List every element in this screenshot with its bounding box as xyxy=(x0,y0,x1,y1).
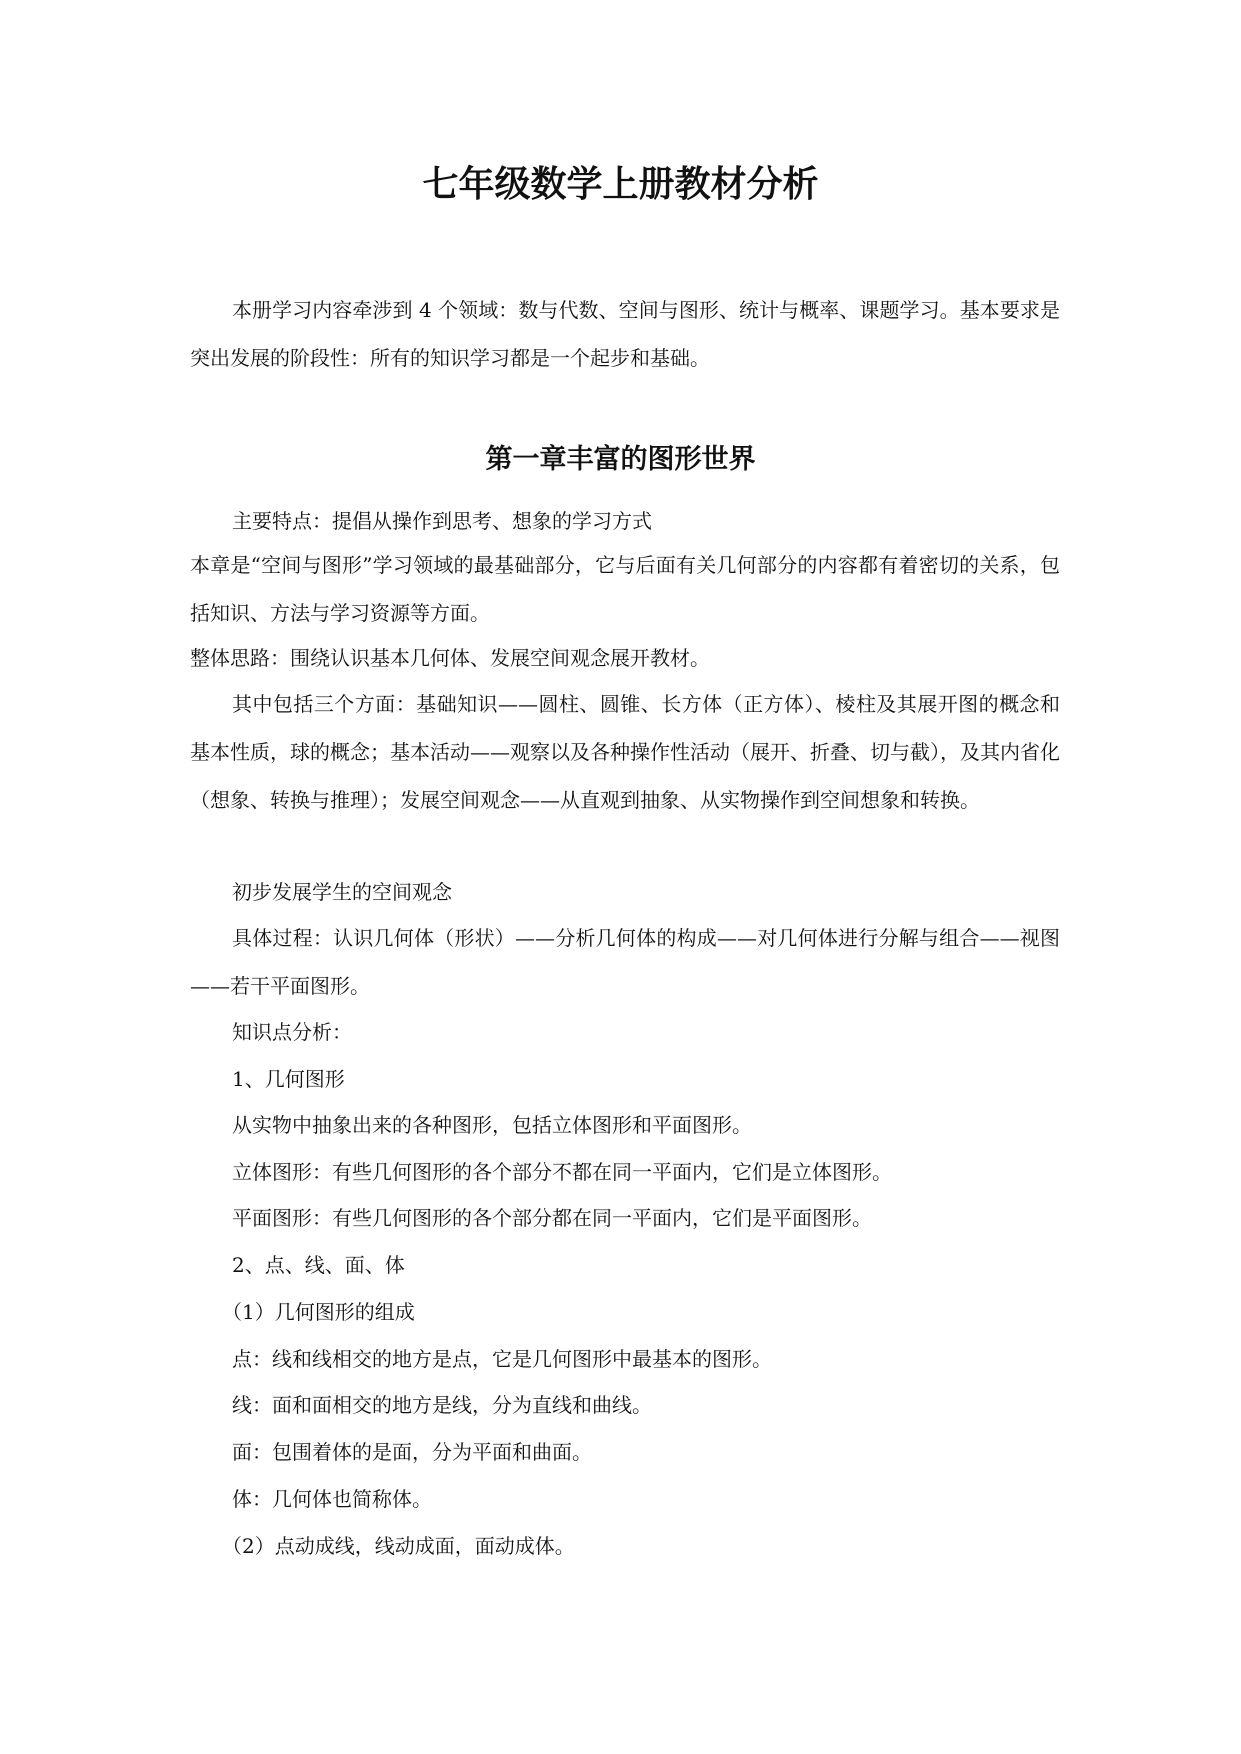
paragraph-three-aspects: 其中包括三个方面：基础知识——圆柱、圆锥、长方体（正方体）、棱柱及其展开图的概念和基本性质，球的概念；基本活动——观察以及各种操作性活动（展开、折叠、切与截），及其内省化（想象、转换与推理）；发展空间观念——从直观到抽象、从实物操作到空间想象和转换。 xyxy=(190,692,1060,812)
paragraph-point: 点：线和线相交的地方是点，它是几何图形中最基本的图形。 xyxy=(232,1347,772,1371)
paragraph-solid: 体：几何体也简称体。 xyxy=(232,1487,432,1511)
paragraph-spatial-concept: 初步发展学生的空间观念 xyxy=(232,880,452,904)
paragraph-knowledge-analysis: 知识点分析： xyxy=(232,1020,352,1044)
subsection-composition: （1）几何图形的组成 xyxy=(222,1300,415,1324)
subsection-motion: （2）点动成线，线动成面，面动成体。 xyxy=(222,1534,575,1558)
intro-paragraph: 本册学习内容牵涉到 4 个领域：数与代数、空间与图形、统计与概率、课题学习。基本要求是突出发展的阶段性：所有的知识学习都是一个起步和基础。 xyxy=(190,298,1060,370)
paragraph-main-feature: 主要特点：提倡从操作到思考、想象的学习方式 xyxy=(232,509,652,533)
paragraph-process: 具体过程：认识几何体（形状）——分析几何体的构成——对几何体进行分解与组合——视图——若干平面图形。 xyxy=(190,926,1060,998)
paragraph-surface: 面：包围着体的是面，分为平面和曲面。 xyxy=(232,1440,592,1464)
document-title: 七年级数学上册教材分析 xyxy=(422,163,819,205)
paragraph-line: 线：面和面相交的地方是线，分为直线和曲线。 xyxy=(232,1393,652,1417)
paragraph-overall-approach: 整体思路：围绕认识基本几何体、发展空间观念展开教材。 xyxy=(190,646,710,670)
section-geometric-figures: 1、几何图形 xyxy=(232,1067,345,1091)
paragraph-figures-definition: 从实物中抽象出来的各种图形，包括立体图形和平面图形。 xyxy=(232,1113,752,1137)
paragraph-plane-figures: 平面图形：有些几何图形的各个部分都在同一平面内，它们是平面图形。 xyxy=(232,1206,872,1230)
paragraph-solid-figures: 立体图形：有些几何图形的各个部分不都在同一平面内，它们是立体图形。 xyxy=(232,1160,892,1184)
paragraph-chapter-description: 本章是“空间与图形”学习领域的最基础部分，它与后面有关几何部分的内容都有着密切的关系，包括知识、方法与学习资源等方面。 xyxy=(190,553,1060,625)
section-point-line-surface-solid: 2、点、线、面、体 xyxy=(232,1253,405,1277)
chapter-heading: 第一章丰富的图形世界 xyxy=(485,444,756,475)
